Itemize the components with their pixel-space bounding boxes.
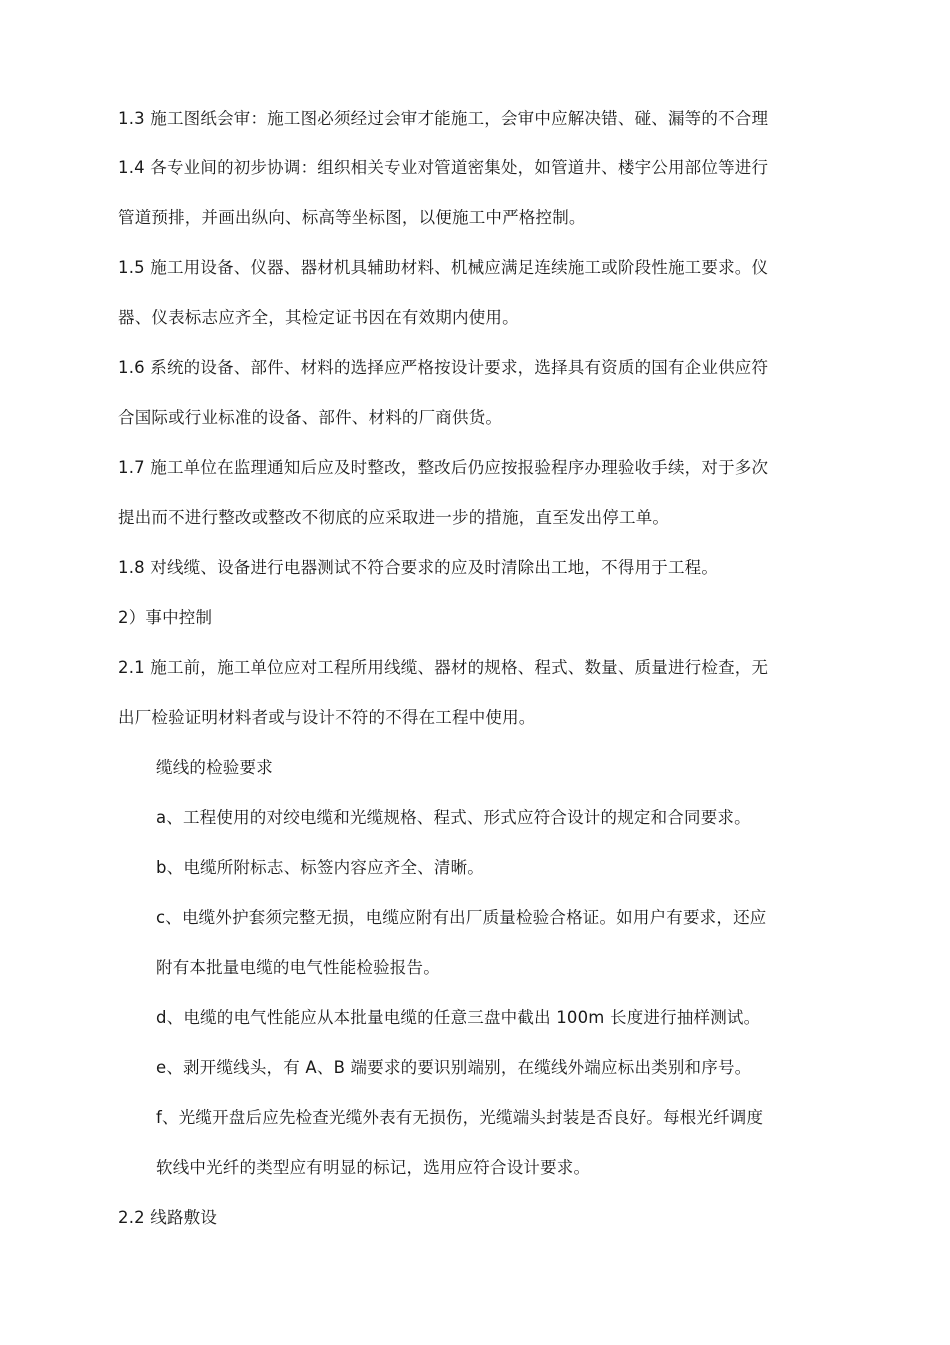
- paragraph-1-8: 1.8 对线缆、设备进行电器测试不符合要求的应及时清除出工地，不得用于工程。: [118, 558, 719, 577]
- paragraph-1-5-cont: 器、仪表标志应齐全，其检定证书因在有效期内使用。: [118, 308, 519, 327]
- paragraph-1-7-cont: 提出而不进行整改或整改不彻底的应采取进一步的措施，直至发出停工单。: [118, 508, 670, 527]
- item-f-cont: 软线中光纤的类型应有明显的标记，选用应符合设计要求。: [156, 1158, 591, 1177]
- paragraph-2-1-cont: 出厂检验证明材料者或与设计不符的不得在工程中使用。: [118, 708, 536, 727]
- paragraph-2-1: 2.1 施工前，施工单位应对工程所用线缆、器材的规格、程式、数量、质量进行检查，无: [118, 658, 769, 677]
- paragraph-1-6-cont: 合国际或行业标准的设备、部件、材料的厂商供货。: [118, 408, 503, 427]
- item-e: e、剥开缆线头，有 A、B 端要求的要识别端别，在缆线外端应标出类别和序号。: [156, 1058, 752, 1077]
- item-b: b、电缆所附标志、标签内容应齐全、清晰。: [156, 858, 484, 877]
- paragraph-1-6: 1.6 系统的设备、部件、材料的选择应严格按设计要求，选择具有资质的国有企业供应符: [118, 358, 769, 377]
- paragraph-1-7: 1.7 施工单位在监理通知后应及时整改，整改后仍应按报验程序办理验收手续，对于多次: [118, 458, 769, 477]
- paragraph-1-4-cont: 管道预排，并画出纵向、标高等坐标图，以便施工中严格控制。: [118, 208, 586, 227]
- item-c-cont: 附有本批量电缆的电气性能检验报告。: [156, 958, 440, 977]
- item-d: d、电缆的电气性能应从本批量电缆的任意三盘中截出 100m 长度进行抽样测试。: [156, 1008, 761, 1027]
- paragraph-1-5: 1.5 施工用设备、仪器、器材机具辅助材料、机械应满足连续施工或阶段性施工要求。仪: [118, 258, 769, 277]
- cable-inspection-heading: 缆线的检验要求: [156, 758, 273, 777]
- paragraph-1-4: 1.4 各专业间的初步协调：组织相关专业对管道密集处，如管道井、楼宇公用部位等进行: [118, 158, 769, 177]
- item-a: a、工程使用的对绞电缆和光缆规格、程式、形式应符合设计的规定和合同要求。: [156, 808, 751, 827]
- section-heading-2: 2）事中控制: [118, 608, 213, 627]
- item-c: c、电缆外护套须完整无损，电缆应附有出厂质量检验合格证。如用户有要求，还应: [156, 908, 767, 927]
- section-heading-2-2: 2.2 线路敷设: [118, 1208, 218, 1227]
- item-f: f、光缆开盘后应先检查光缆外表有无损伤，光缆端头封装是否良好。每根光纤调度: [156, 1108, 764, 1127]
- paragraph-1-3: 1.3 施工图纸会审：施工图必须经过会审才能施工，会审中应解决错、碰、漏等的不合理: [118, 109, 769, 128]
